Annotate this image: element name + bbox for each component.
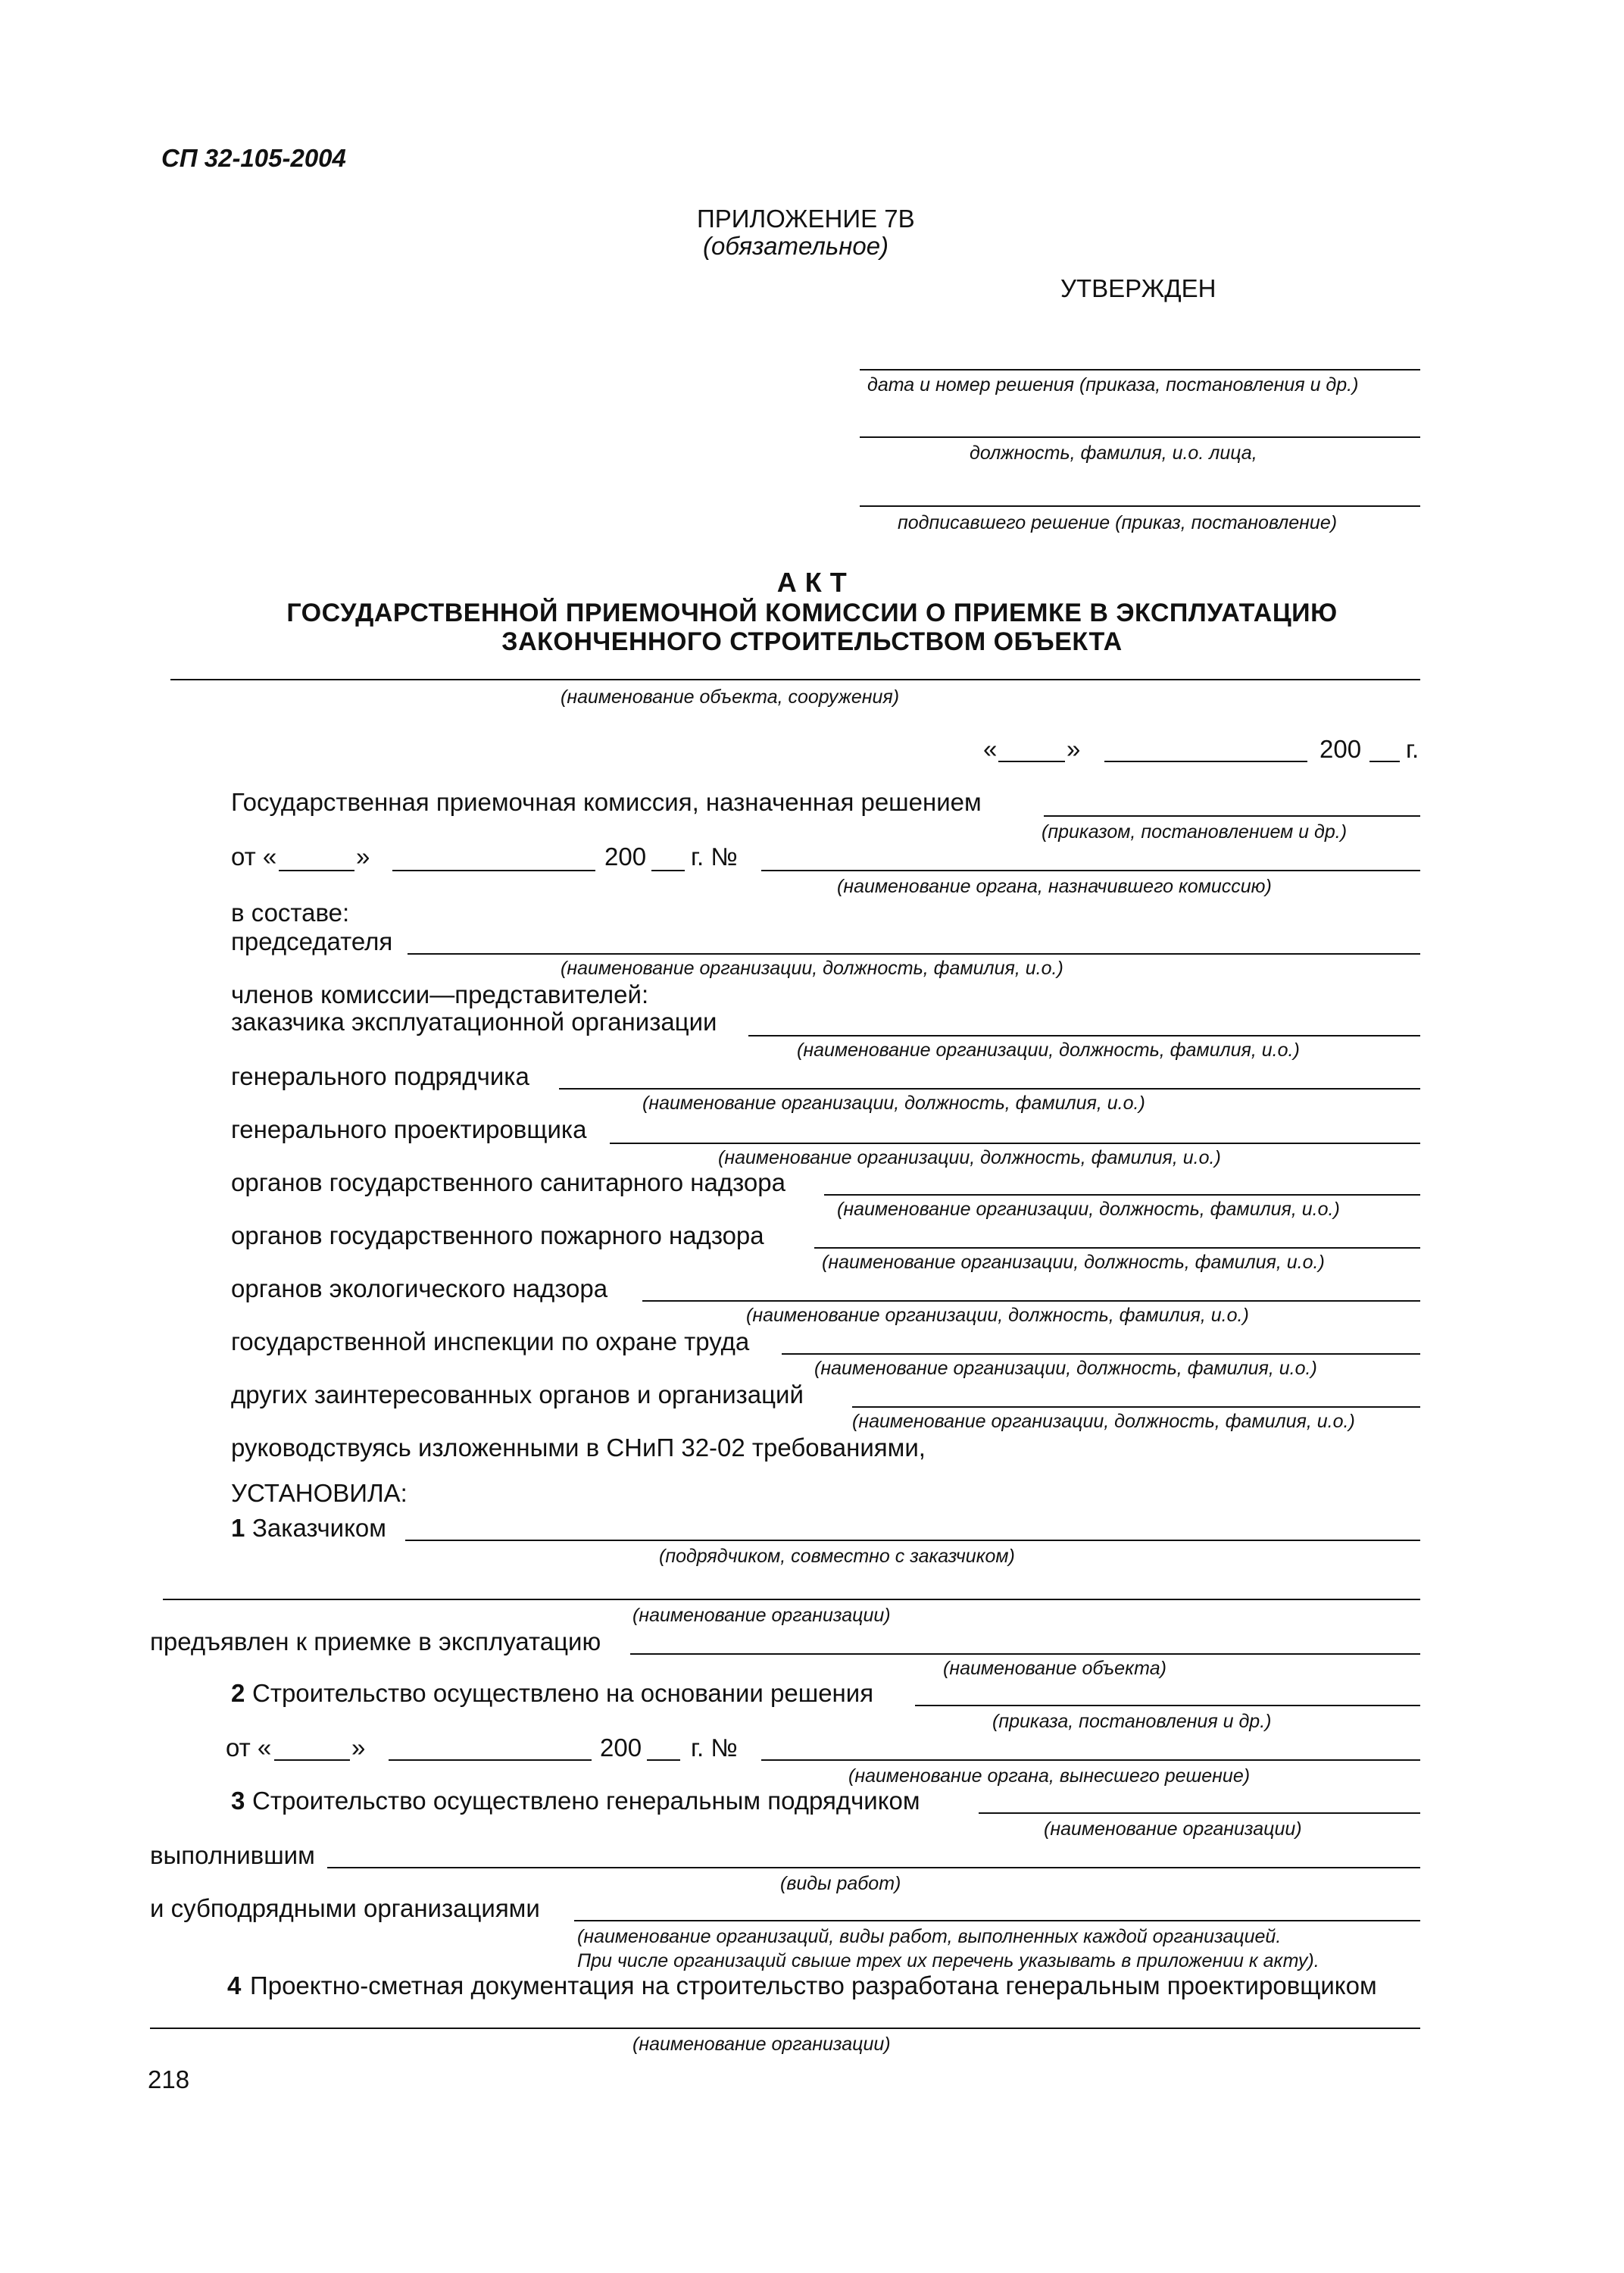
item2-organ-caption: (наименование органа, вынесшего решение) [848,1765,1251,1787]
act-subtitle-line2: ЗАКОНЧЕННОГО СТРОИТЕЛЬСТВОМ ОБЪЕКТА [501,627,1123,656]
approval-caption-2: должность, фамилия, и.о. лица, [970,442,1257,464]
established-label: УСТАНОВИЛА: [231,1479,408,1507]
member-general-designer-label: генерального проектировщика [231,1115,587,1143]
item2-month-field[interactable] [389,1759,592,1761]
member-fire-caption: (наименование организации, должность, фамилия, и.о.) [822,1252,1325,1273]
date-day-field[interactable] [998,761,1065,762]
guided-text: руководствуясь изложенными в СНиП 32-02 требованиями, [231,1434,926,1462]
performed-label: выполнившим [150,1841,315,1869]
member-customer-field[interactable] [748,1035,1420,1036]
item1-caption: (подрядчиком, совместно с заказчиком) [659,1546,1015,1567]
member-sanitary-field[interactable] [824,1194,1420,1196]
commission-intro: Государственная приемочная комиссия, назначенная решением [231,788,982,816]
date-year: 200 [1320,735,1362,763]
item1-org-caption: (наименование организации) [632,1605,891,1626]
item1-text: Заказчиком [252,1514,386,1542]
performed-caption: (виды работ) [780,1873,901,1894]
date-suffix: г. [1406,735,1419,763]
item2-text: Строительство осуществлено на основании решения [252,1679,874,1707]
item4-caption: (наименование организации) [632,2034,891,2055]
item2-day-field[interactable] [274,1759,350,1761]
members-label: членов комиссии—представителей: [231,980,649,1008]
act-subtitle-line1: ГОСУДАРСТВЕННОЙ ПРИЕМОЧНОЙ КОМИССИИ О ПРИЕМКЕ В ЭКСПЛУАТАЦИЮ [286,599,1338,627]
item1-org-field[interactable] [163,1599,1420,1600]
commission-decision-field[interactable] [1044,815,1420,817]
member-general-designer-field[interactable] [610,1143,1420,1144]
document-code: СП 32-105-2004 [161,144,346,172]
performed-field[interactable] [327,1867,1420,1868]
presented-caption: (наименование объекта) [943,1658,1166,1679]
item2-year: 200 [600,1734,642,1762]
act-title: А К Т [776,567,848,598]
member-other-caption: (наименование организации, должность, фамилия, и.о.) [852,1411,1355,1432]
approved-label: УТВЕРЖДЕН [1060,274,1216,302]
composition-label: в составе: [231,899,350,927]
member-ecology-caption: (наименование организации, должность, фамилия, и.о.) [746,1305,1249,1326]
item2-caption: (приказа, постановления и др.) [992,1711,1272,1732]
item2-year-field[interactable] [647,1759,680,1761]
commission-day-field[interactable] [279,870,354,871]
item3-field[interactable] [979,1812,1420,1814]
member-other-field[interactable] [852,1406,1420,1408]
chairman-field[interactable] [408,953,1420,955]
item2-number: 2 [231,1679,245,1707]
member-sanitary-caption: (наименование организации, должность, фамилия, и.о.) [837,1199,1340,1220]
item1-number: 1 [231,1514,245,1542]
approval-line-1 [860,369,1420,370]
member-other-label: других заинтересованных органов и организаций [231,1380,804,1409]
member-labor-field[interactable] [782,1353,1420,1355]
appendix-note: (обязательное) [703,232,889,260]
page-number: 218 [148,2065,190,2093]
item3-caption: (наименование организации) [1044,1818,1302,1840]
chairman-label: председателя [231,927,393,955]
commission-number-field[interactable] [761,870,1420,871]
item2-from-close: » [351,1734,366,1762]
item2-year-suffix: г. № [691,1734,738,1762]
item4-field[interactable] [150,2028,1420,2029]
item1-field[interactable] [405,1540,1420,1541]
member-ecology-label: органов экологического надзора [231,1274,608,1302]
item3-number: 3 [231,1787,245,1815]
presented-label: предъявлен к приемке в эксплуатацию [150,1627,601,1656]
subcontractors-caption-1: (наименование организаций, виды работ, выполненных каждой организацией. [577,1926,1282,1947]
member-general-contractor-label: генерального подрядчика [231,1062,529,1090]
object-name-caption: (наименование объекта, сооружения) [561,686,900,708]
commission-year: 200 [604,843,647,871]
member-sanitary-label: органов государственного санитарного надзора [231,1168,785,1196]
appendix-title: ПРИЛОЖЕНИЕ 7В [697,205,915,233]
member-customer-caption: (наименование организации, должность, фамилия, и.о.) [797,1040,1300,1061]
approval-line-3 [860,505,1420,507]
commission-organ-caption: (наименование органа, назначившего комиссию) [837,876,1272,897]
member-fire-label: органов государственного пожарного надзора [231,1221,764,1249]
member-labor-label: государственной инспекции по охране труда [231,1327,750,1355]
commission-month-field[interactable] [392,870,595,871]
member-general-contractor-field[interactable] [559,1088,1420,1090]
commission-year-field[interactable] [651,870,685,871]
subcontractors-field[interactable] [574,1920,1420,1921]
item2-number-field[interactable] [761,1759,1420,1761]
commission-from-close: » [356,843,370,871]
item3-text: Строительство осуществлено генеральным подрядчиком [252,1787,920,1815]
object-name-line [170,679,1420,680]
date-month-field[interactable] [1104,761,1307,762]
member-general-designer-caption: (наименование организации, должность, фамилия, и.о.) [718,1147,1221,1168]
item2-field[interactable] [915,1705,1420,1706]
approval-caption-1: дата и номер решения (приказа, постановления и др.) [867,374,1359,396]
approval-caption-3: подписавшего решение (приказ, постановление) [898,512,1338,533]
date-year-field[interactable] [1369,761,1400,762]
commission-decision-caption: (приказом, постановлением и др.) [1042,821,1348,843]
item4-text: Проектно-сметная документация на строительство разработана генеральным проектировщиком [250,1971,1377,1999]
member-ecology-field[interactable] [642,1300,1420,1302]
presented-field[interactable] [630,1653,1420,1655]
subcontractors-caption-2: При числе организаций свыше трех их перечень указывать в приложении к акту). [577,1950,1320,1971]
date-open-quote: « [983,735,998,763]
approval-line-2 [860,436,1420,438]
item2-from-label: от « [226,1734,272,1762]
commission-year-suffix: г. № [691,843,738,871]
commission-from-label: от « [231,843,277,871]
date-close-quote: » [1067,735,1081,763]
chairman-caption: (наименование организации, должность, фамилия, и.о.) [561,958,1063,979]
member-general-contractor-caption: (наименование организации, должность, фамилия, и.о.) [642,1093,1145,1114]
subcontractors-label: и субподрядными организациями [150,1894,540,1922]
member-customer-label: заказчика эксплуатационной организации [231,1008,717,1036]
member-labor-caption: (наименование организации, должность, фамилия, и.о.) [814,1358,1317,1379]
item4-number: 4 [227,1971,242,1999]
member-fire-field[interactable] [814,1247,1420,1249]
